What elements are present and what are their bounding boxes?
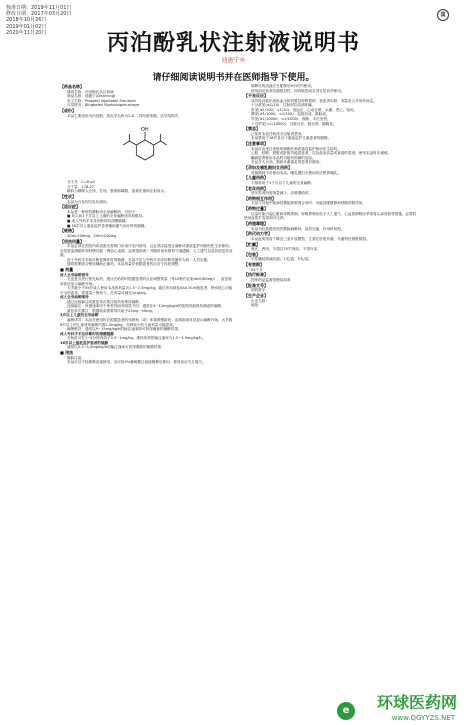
paragraph: 稀释后的溶液应在配制后6小时内使用。 — [251, 84, 315, 88]
paragraph: 妊娠期间不应使用本品。哺乳期妇女使用后应暂停哺乳。 — [251, 170, 341, 175]
paragraph: 本品可以不经稀释直接使用，也可用5%葡萄糖注射液稀释后使用。使用前应充分摇匀。 — [67, 360, 206, 365]
paragraph: 癫痫患者使用本品时可能有惊厥的危险。 — [251, 155, 316, 160]
date-line: 2018年10月26日 — [6, 17, 47, 24]
paragraph: 本品血浆浓度下降呈三室开放模型。主要在肝脏代谢，代谢物经肾脏排泄。 — [251, 236, 370, 241]
page-title: 丙泊酚乳状注射液说明书 — [106, 31, 360, 56]
paragraph: 24个月 — [251, 267, 263, 272]
paragraph: 10ml:200mg；20ml:100mg — [67, 233, 117, 238]
paragraph: 用于外科手术和诊断性操作时的镇静，本品不应与外科手术或诊断性操作为同一人员实施。 — [67, 257, 211, 262]
section-heading: 【孕妇及哺乳期妇女用药】 — [244, 165, 292, 171]
bond-line — [129, 141, 136, 145]
paragraph: 地址： — [251, 303, 262, 308]
date-line: 2019年01月02日 — [6, 23, 47, 30]
paragraph: 中性硼硅玻璃安瓿。1支/盒，5支/盒。 — [251, 257, 312, 262]
paragraph: 已知对本品任何成分过敏者禁用。 — [251, 131, 305, 136]
section-heading: 【包装】 — [244, 251, 260, 257]
paragraph: 遮光，密闭，不超过25℃保存，不得冷冻。 — [251, 247, 321, 252]
section-heading: 【生产企业】 — [244, 292, 268, 298]
paragraph: 心脏、呼吸、肾脏或肝脏功能损害者，以及低血容量或衰弱的患者，使用本品时应谨慎。 — [251, 151, 392, 156]
watermark-url: www.QGYYZS.NET — [391, 714, 455, 722]
paragraph: 十分罕见(<1/10000)：过敏反应、肺水肿、胰腺炎。 — [251, 121, 337, 126]
paragraph: 十分常见(≥1/10)：注射部位局部疼痛。 — [251, 103, 316, 108]
left-column — [60, 84, 233, 365]
section-heading: 【执行标准】 — [244, 272, 268, 278]
section-heading: ■ 用法 — [60, 350, 74, 356]
paragraph: 商品名称：迪施宁(Dishining) — [67, 94, 116, 99]
paragraph: 诱导时可能出现低血压和短暂性呼吸暂停，视患者年龄、剂量及合并用药而定。 — [251, 98, 377, 103]
paragraph: 通常以0.3~4.0mg/kg/h的输注速率可获得满意的镇静效果。 — [67, 345, 165, 350]
section-heading: 【成份】 — [60, 108, 76, 114]
date-line: 核准日期：2019年11月01日 — [6, 5, 72, 11]
paragraph: 本品与其他中枢神经系统抑制剂合用时，可能加强镇静和呼吸抑制作用。 — [251, 201, 366, 206]
bond-line — [161, 141, 167, 145]
right-column — [244, 84, 417, 308]
watermark-logo: e — [337, 702, 355, 720]
section-heading: ■ 剂量 — [60, 266, 74, 272]
subsection-heading: 成人全身麻醉维持 — [60, 295, 89, 300]
paragraph: 分子量：178.27 — [67, 184, 94, 189]
section-heading: 【儿童用药】 — [244, 175, 268, 181]
section-heading: 【药物过量】 — [244, 206, 268, 212]
bond-line — [154, 141, 161, 145]
section-heading: 【老年用药】 — [244, 185, 268, 191]
paragraph: ■ 成人和1个月以上儿童的全身麻醉诱导和维持。 — [67, 214, 146, 219]
section-heading: 【药物相互作用】 — [244, 195, 276, 201]
watermark-name: 环球医药网 — [376, 693, 457, 712]
section-heading: 【贮藏】 — [244, 241, 260, 247]
paragraph: 国家药品监督管理局标准 — [251, 277, 291, 282]
paragraph: 老年患者所需剂量减少，应缓慢给药。 — [251, 191, 313, 196]
paragraph: 本品为烷基酚类短效静脉麻醉药，起效迅速，作用时间短。 — [251, 226, 345, 231]
subsection-heading: 16岁以上重症监护患者的镇静 — [60, 340, 109, 345]
subsection-heading: 3岁以上儿童的全身麻醉 — [60, 313, 99, 318]
paragraph: 英文名称：Propofol Injectable Emulsion — [67, 98, 136, 103]
subsection-heading: 成人全身麻醉诱导 — [60, 272, 89, 277]
paragraph: 企业名称： — [251, 298, 269, 303]
paragraph: 不推荐用于1个月以下儿童的全身麻醉。 — [251, 180, 315, 185]
paragraph: 本品是一种短效静脉用全身麻醉药，可用于： — [67, 209, 139, 214]
paragraph: 辅料为精制大豆油、甘油、蛋黄卵磷脂、氢氧化钠和注射用水。 — [67, 189, 168, 194]
company-logo: 国 — [437, 9, 449, 21]
paragraph: 静脉注射。 — [67, 355, 85, 360]
paragraph: 麻醉诱导：本品在使用时应根据患者的年龄和（或）体重缓慢给药，直到临床体征显示麻醉开始。大多数8岁以上的儿童诱导麻醉约需2.5mg/kg，年龄较小的儿童剂量可能更高。 — [60, 318, 233, 327]
section-heading: 【注意事项】 — [244, 141, 268, 147]
section-heading: 【规格】 — [60, 228, 76, 234]
paragraph: 重复单次推注：根据临床需要每次给予25mg~50mg。 — [67, 308, 156, 313]
paragraph: 国药准字 — [251, 288, 266, 293]
paragraph: 使用前应检查容器密封性，如有破损或乳剂分层切勿使用。 — [251, 88, 345, 93]
paragraph: 本品含大豆油，脂肪代谢紊乱的患者应慎用。 — [251, 160, 323, 165]
paragraph: 通常需要联合使用辅助止痛药。本品剂量应根据患者的反应个体化调整。 — [67, 262, 182, 267]
paragraph: 本品禁用于16岁及以下重症监护儿童患者的镇静。 — [251, 136, 332, 141]
subsection-heading: 成人外科手术及诊断时的清醒镇静 — [60, 331, 114, 336]
section-heading: 【药品名称】 — [60, 84, 84, 90]
section-heading: 【性状】 — [60, 194, 76, 200]
paragraph: 罕见(≥1/10000，<1/1000)：惊厥、术后发热。 — [251, 117, 331, 122]
date-line: 修改日期：2017年03月20日 — [6, 11, 72, 18]
brand-name: 迪施宁® — [221, 57, 246, 64]
paragraph: 本品应由受过训练的麻醉医师或重症监护病房医生给药。 — [251, 146, 341, 151]
section-heading: 【药理毒理】 — [244, 221, 268, 226]
hydroxyl-label: OH — [141, 127, 149, 134]
section-heading: 【药代动力学】 — [244, 231, 272, 237]
paragraph: 偶见(≥1/1000，<1/100)：血栓形成、静脉炎。 — [251, 112, 330, 117]
paragraph: 大多数小于55岁成人使用本品的剂量为1.5~2.5mg/kg。超过该年龄及ASA III-IV级患者，特别是心功能不全的患者，需要量一般较少，总剂量可减至1mg/kg。 — [60, 286, 233, 295]
paragraph: 分子式：C₁₂H₁₈O — [67, 180, 96, 185]
paragraph: 过量可能引起心脏和呼吸抑制。呼吸抑制应给予人工通气，心血管抑制应采取将头部放低等措施，必要时使用血浆扩容剂和升压药。 — [244, 211, 417, 221]
paragraph: 通过连续输注或重复单次推注给药来维持麻醉。 — [67, 299, 143, 304]
benzene-ring — [136, 140, 153, 160]
paragraph: 汉语拼音：Bingbofen Ruzhuangzhusheye — [67, 103, 140, 108]
section-heading: 【不良反应】 — [244, 93, 268, 99]
section-heading: 【用法用量】 — [60, 238, 84, 244]
paragraph: 开始时可在1~5分钟内给予0.5~1mg/kg，维持所需的输注速率为1.5~4.5mg/kg/h。 — [67, 336, 206, 341]
reading-notice: 请仔细阅读说明书并在医师指导下使用。 — [152, 73, 315, 83]
paragraph: ■ 16岁以上重症监护患者辅助通气治疗时的镇静。 — [67, 223, 148, 228]
bond-line — [123, 141, 129, 145]
paragraph: 本品必须在医院内或设备完善的门诊治疗室内使用，且必须由接受过麻醉或重症监护训练的医生来使用。应经常监测循环和呼吸功能（例如心电图、血氧饱和度）并随时备有维持气道通畅、人工通气以及其他复苏设施。 — [60, 244, 233, 258]
section-heading: 【有效期】 — [244, 262, 264, 268]
paragraph: 无论是否进行预先给药，建议在给药时根据患者的反应调整剂量（每10秒约注射4ml(40mg)），直至临床体征显示麻醉开始。 — [60, 277, 232, 286]
paragraph: 通用名称：丙泊酚乳状注射液 — [67, 89, 114, 94]
section-heading: 【适应症】 — [60, 204, 80, 210]
paragraph: 麻醉维持：通常以9~15mg/kg/h的输注速率即可获得满意的麻醉效果。 — [67, 327, 182, 332]
paragraph: ■ 成人外科手术及诊断时的清醒镇静。 — [67, 218, 130, 223]
propofol-structure — [120, 120, 170, 175]
paragraph: 本品主要成份为丙泊酚，其化学名称为2,6-二异丙基苯酚。化学结构式： — [67, 113, 182, 118]
paragraph: 本品为白色均匀乳状液体。 — [67, 199, 111, 204]
section-heading: 【禁忌】 — [244, 126, 260, 132]
paragraph: 连续输注：所需速率因个体差异而有明显不同，通常在4~12mg/kg/h的范围内能保持满意的麻醉。 — [67, 304, 225, 309]
paragraph: 常见(≥1/100，<1/10)：低血压、心动过缓、头痛、恶心、呕吐。 — [251, 107, 358, 112]
chemical-structure-diagram — [60, 118, 233, 180]
date-line: 2020年11月20日 — [6, 29, 47, 36]
section-heading: 【批准文号】 — [244, 282, 268, 288]
